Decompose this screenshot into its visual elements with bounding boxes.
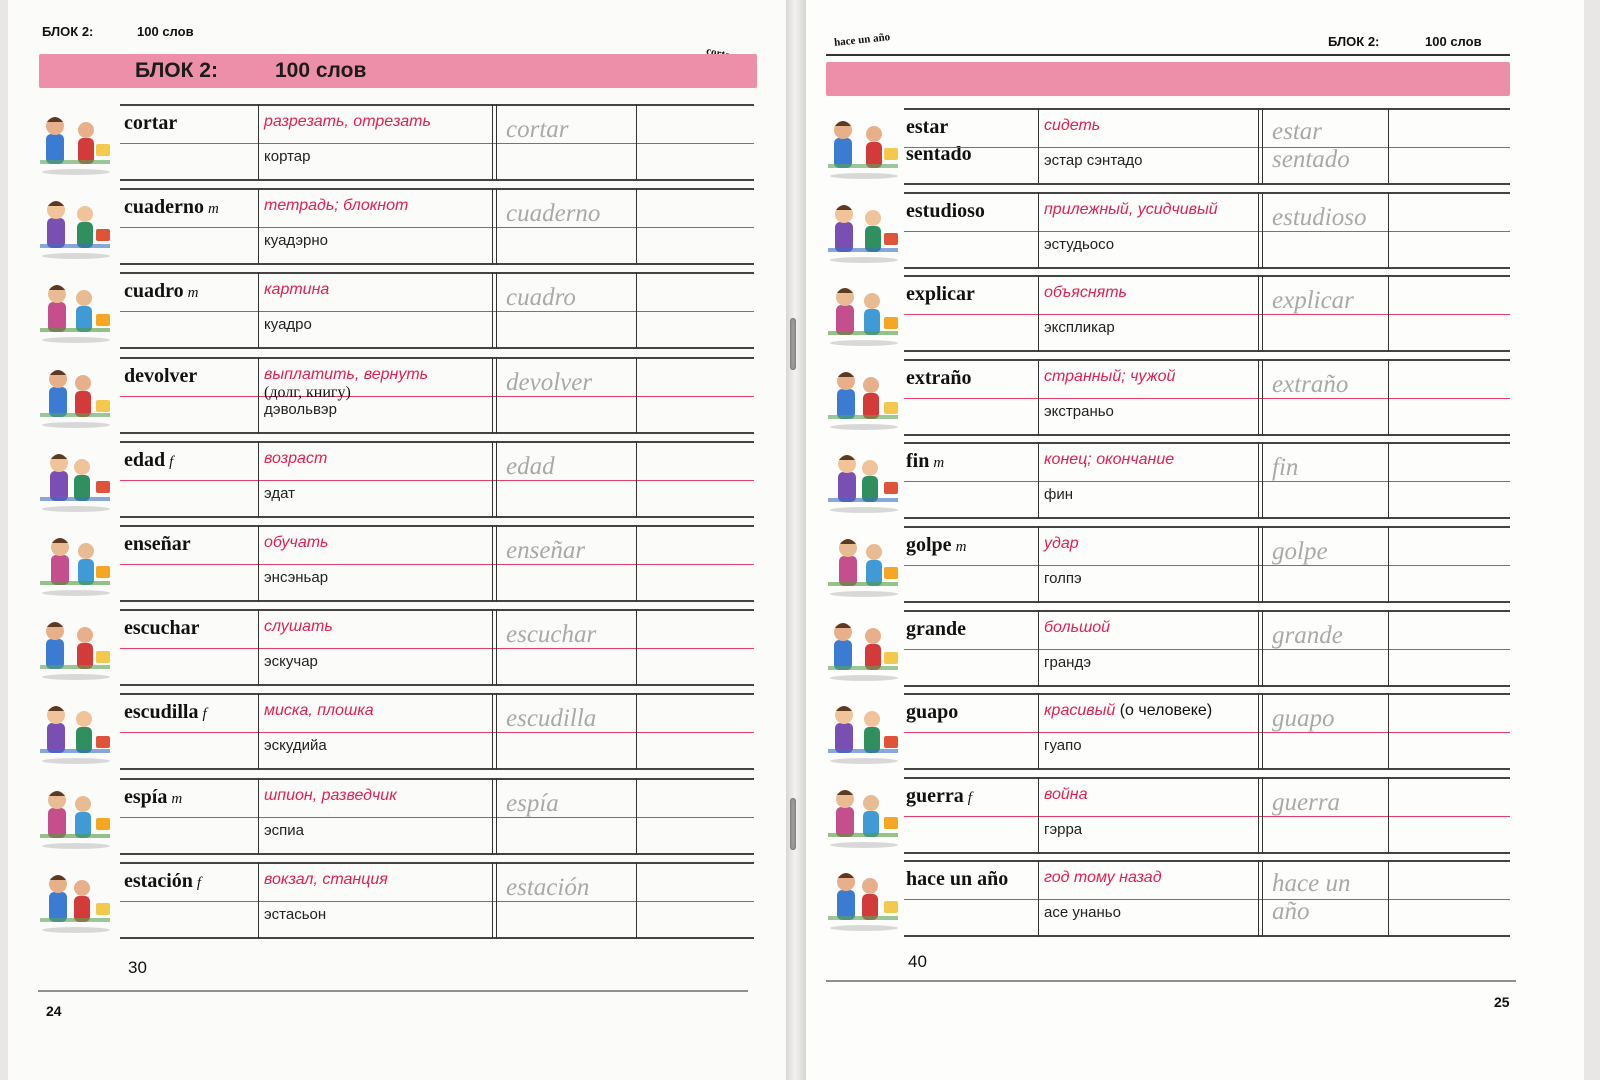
spanish-word: guapo [906,701,959,724]
writing-cells [120,778,754,855]
cursive-sample: fin [1272,454,1299,482]
word-row [824,192,1510,265]
pronunciation: эспиа [264,821,304,839]
cat-bowl-icon [36,697,116,765]
pronunciation: кортар [264,148,311,165]
corner-word: hace un año [833,31,891,49]
pronunciation: грандэ [1044,653,1092,671]
russian-translation: обучать [264,534,329,551]
cursive-sample: estudioso [1272,203,1367,231]
gender-marker: m [933,455,945,472]
running-head: БЛОК 2: 100 слов [1328,34,1482,49]
writing-cells [904,610,1510,687]
pronunciation: куадро [264,316,312,334]
spanish-word: enseñar [124,533,191,555]
russian-translation: вокзал, станция [264,870,388,888]
spanish-word: escuchar [124,617,200,640]
word-row [824,442,1510,515]
children-notebook-icon [36,192,116,260]
spanish-word: cuaderno m [124,196,219,219]
spanish-word: golpe m [906,534,967,556]
writing-cells [904,108,1510,185]
spanish-word: escudilla f [124,701,207,724]
russian-translation: странный; чужой [1044,367,1176,385]
cursive-sample: edad [506,452,555,480]
word-row [824,359,1510,432]
gender-marker: f [202,706,207,723]
word-row [36,104,754,177]
gender-marker: m [171,790,183,807]
pronunciation: эскучар [264,653,318,671]
big-dog-icon [824,614,904,682]
page-ref: 30 [128,958,147,977]
word-row [824,777,1510,850]
russian-translation: возраст [264,449,328,467]
footer-rule [826,980,1516,982]
staple-bottom [790,798,796,850]
spanish-word: estar sentado [906,116,972,165]
woman-cutting-icon [36,108,116,176]
russian-translation: картина [264,281,330,299]
writing-cells [120,862,754,939]
word-row [36,693,754,766]
page-number: 24 [46,1003,62,1019]
pronunciation: гэрра [1044,820,1083,838]
spanish-word: guerra f [906,784,972,807]
pronunciation: экстраньо [1044,402,1114,420]
aquarium-fish-icon [824,363,904,431]
cursive-sample: devolver [506,368,593,396]
book-spine [786,0,806,1080]
footer-rule [38,990,748,992]
station-building-icon [36,866,116,934]
family-ages-icon [36,445,116,513]
cursive-sample: hace un año [1272,870,1351,926]
russian-translation: разрезать, отрезать [264,113,431,130]
spanish-word: cuadro m [124,280,199,303]
writing-cells [120,188,754,265]
writing-cells [120,272,754,349]
cursive-sample: grande [1272,621,1343,649]
spy-clock-icon [36,782,116,850]
gender-marker: m [955,539,967,555]
pronunciation: эстасьон [264,905,327,923]
writing-cells [120,609,754,686]
word-row [36,272,754,345]
blackboard-teacher-icon [36,529,116,597]
writing-cells [904,526,1510,603]
cursive-sample: guapo [1272,705,1335,733]
word-row [36,525,754,598]
pronunciation: экспликар [1044,319,1115,337]
russian-translation: конец; окончание [1044,451,1175,469]
russian-translation: шпион, разведчик [264,786,397,804]
word-row [824,108,1510,181]
cursive-sample: escudilla [506,705,597,733]
russian-translation: удар [1044,535,1079,552]
word-row [36,862,754,935]
cursive-sample: extraño [1272,370,1349,398]
running-head: БЛОК 2: 100 слов [42,24,194,39]
gender-marker: m [208,201,219,218]
word-row [36,609,754,682]
left-page [8,0,786,1080]
cursive-sample: escuchar [506,621,597,649]
girl-reading-icon [824,446,904,514]
spanish-word: hace un año [906,868,1009,891]
russian-translation: сидеть [1044,117,1101,134]
word-row [824,610,1510,683]
pronunciation: асе унаньо [1044,904,1121,922]
russian-translation: красивый (о человеке) [1044,702,1213,720]
gender-marker: f [169,453,174,470]
cursive-sample: estación [506,873,590,901]
spanish-word: edad f [124,448,174,471]
pronunciation: эстар сэнтадо [1044,152,1143,169]
russian-translation: большой [1044,618,1111,636]
handsome-man-mirror-icon [824,697,904,765]
students-desk-icon [824,196,904,264]
pronunciation: дэвольвэр [264,400,337,418]
word-row [36,441,754,514]
word-row [824,693,1510,766]
children-listening-icon [36,613,116,681]
spanish-word: cortar [124,112,178,134]
russian-translation: война [1044,785,1088,803]
writing-cells [120,525,754,602]
band-count-label: 100 слов [275,59,367,82]
russian-translation: миска, плошка [264,702,374,720]
header-rule [826,54,1510,56]
russian-translation: тетрадь; блокнот [264,197,409,215]
writing-cells [120,104,754,181]
gender-marker: f [196,874,202,891]
writing-cells [120,357,754,434]
pronunciation: гуапо [1044,737,1082,755]
woman-remembering-icon [824,864,904,932]
pronunciation: эдат [264,484,295,502]
cursive-sample: golpe [1272,538,1328,565]
man-armchair-icon [824,112,904,180]
soldier-dream-icon [824,781,904,849]
word-row [36,778,754,851]
russian-translation: слушать [264,618,333,636]
spanish-word: estudioso [906,199,985,222]
russian-translation: выплатить, вернуть (долг, книгу) [264,365,429,401]
spanish-word: grande [906,617,966,640]
writing-cells [120,441,754,518]
spanish-word: extraño [906,366,972,389]
word-row [824,526,1510,599]
teacher-explaining-icon [824,279,904,347]
russian-translation: год тому назад [1044,869,1162,887]
spanish-word: devolver [124,364,198,387]
band-block-label: БЛОК 2: [135,59,218,82]
spanish-word: explicar [906,283,975,306]
pronunciation: эскудийа [264,737,327,755]
kick-ball-icon [824,530,904,598]
cursive-sample: estar sentado [1272,118,1350,173]
page-number: 25 [1494,994,1510,1010]
block-header-band [826,62,1510,96]
pronunciation: энсэньар [264,569,329,586]
pronunciation: голпэ [1044,570,1082,587]
staple-top [790,318,796,370]
spanish-word: estación f [124,869,202,892]
cursive-sample: enseñar [506,537,586,564]
word-row [824,860,1510,933]
cursive-sample: guerra [1272,788,1341,816]
pronunciation: фин [1044,486,1074,504]
writing-cells [904,275,1510,352]
spanish-word: espía m [124,785,183,808]
word-row [36,188,754,261]
painting-gallery-icon [36,276,116,344]
pronunciation: эстудьосо [1044,235,1115,253]
gender-marker: f [967,789,972,806]
returning-book-icon [36,361,116,429]
cursive-sample: espía [506,789,559,817]
writing-cells [904,777,1510,854]
cursive-sample: cuadro [506,284,576,312]
writing-cells [904,860,1510,937]
block-header-band [39,54,757,88]
word-row [36,357,754,430]
pronunciation: куадэрно [264,232,328,250]
cursive-sample: cortar [506,116,569,143]
cursive-sample: cuaderno [506,200,601,228]
gender-marker: m [187,285,199,302]
writing-cells [120,693,754,770]
cursive-sample: explicar [1272,287,1354,315]
right-page [806,0,1584,1080]
writing-cells [904,359,1510,436]
russian-translation: прилежный, усидчивый [1044,200,1218,218]
page-ref: 40 [908,952,927,971]
word-row [824,275,1510,348]
writing-cells [904,442,1510,519]
russian-translation: объяснять [1044,284,1127,302]
spanish-word: fin m [906,450,945,473]
